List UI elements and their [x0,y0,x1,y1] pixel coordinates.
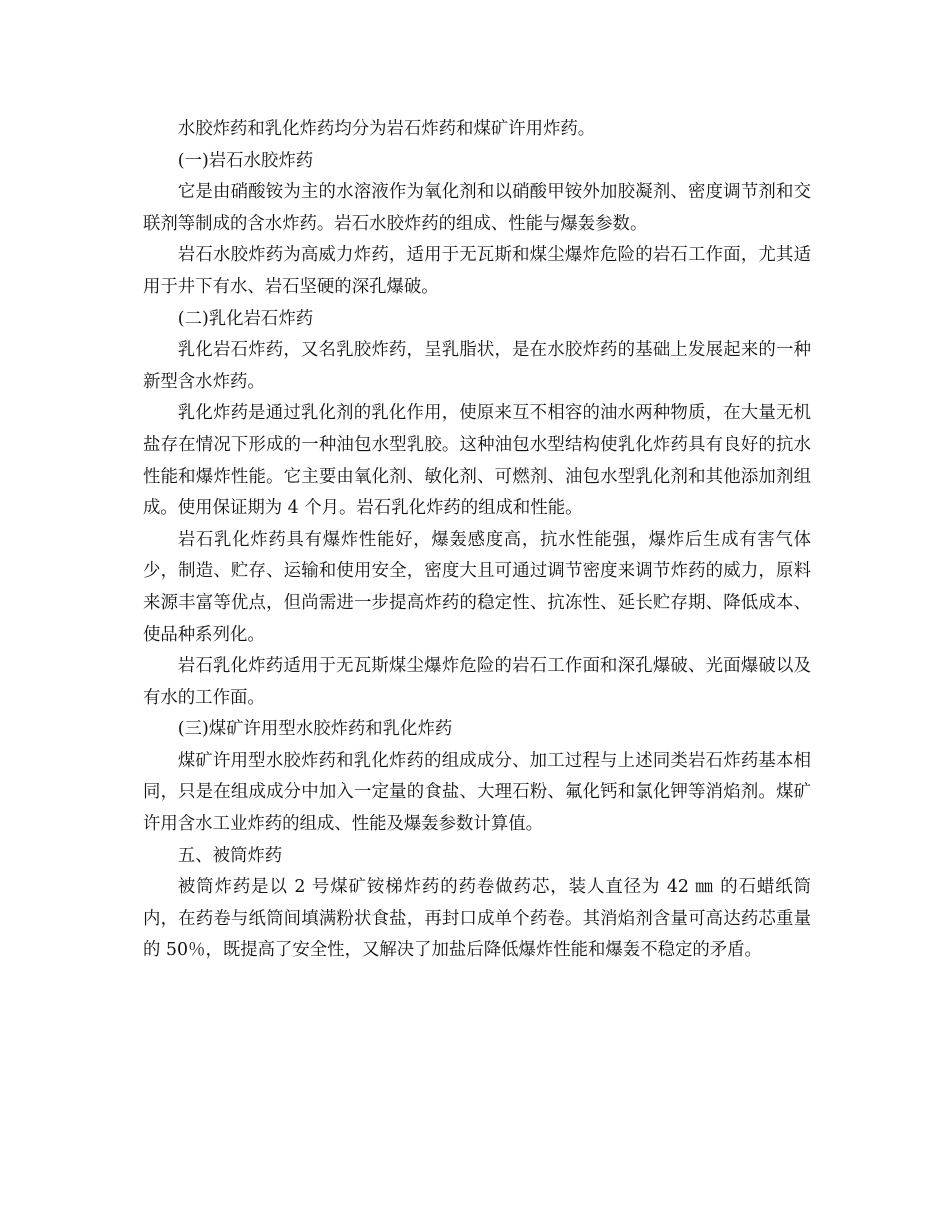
intro-paragraph: 水胶炸药和乳化炸药均分为岩石炸药和煤矿许用炸药。 [177,119,596,139]
section-heading-rock-water-gel: (一)岩石水胶炸药 [177,150,314,171]
section-heading-sheathed-explosive: 五、被筒炸药 [177,845,283,866]
body-paragraph: 煤矿许用型水胶炸药和乳化炸药的组成成分、加工过程与上述同类岩石炸药基本相同，只是在组成成分中加入一定量的食盐、大理石粉、氟化钙和氯化钾等消焰剂。煤矿许用含水工业炸药的组成、性能及爆轰参数计算值。 [143,750,811,835]
body-paragraph: 被筒炸药是以 2 号煤矿铵梯炸药的药卷做药芯，装人直径为 42 ㎜ 的石蜡纸筒内，在药卷与纸筒间填满粉状食盐，再封口成单个药卷。其消焰剂含量可高达药芯重量的 50％，既提高了安全性，又解决了加盐后降低爆炸性能和爆轰不稳定的矛盾。 [143,877,811,961]
body-paragraph: 岩石乳化炸药适用于无瓦斯煤尘爆炸危险的岩石工作面和深孔爆破、光面爆破以及有水的工作面。 [143,656,811,708]
body-paragraph: 乳化炸药是通过乳化剂的乳化作用，使原来互不相容的油水两种物质，在大量无机盐存在情况下形成的一种油包水型乳胶。这种油包水型结构使乳化炸药具有良好的抗水性能和爆炸性能。它主要由氧化剂、敏化剂、可燃剂、油包水型乳化剂和其他添加剂组成。使用保证期为 4 个月。岩石乳化炸药的组成和性能。 [143,403,811,519]
section-heading-emulsion-rock: (二)乳化岩石炸药 [177,308,314,329]
body-paragraph: 它是由硝酸铵为主的水溶液作为氧化剂和以硝酸甲铵外加胶凝剂、密度调节剂和交联剂等制成的含水炸药。岩石水胶炸药的组成、性能与爆轰参数。 [143,182,811,234]
section-heading-coal-mine-permitted: (三)煤矿许用型水胶炸药和乳化炸药 [177,719,453,740]
body-paragraph: 岩石乳化炸药具有爆炸性能好，爆轰感度高，抗水性能强，爆炸后生成有害气体少，制造、贮存、运输和使用安全，密度大且可通过调节密度来调节炸药的威力，原料来源丰富等优点，但尚需进一步提高炸药的稳定性、抗冻性、延长贮存期、降低成本、使品种系列化。 [143,529,811,645]
body-paragraph: 岩石水胶炸药为高威力炸药，适用于无瓦斯和煤尘爆炸危险的岩石工作面，尤其适用于井下有水、岩石坚硬的深孔爆破。 [143,245,811,297]
document-body [143,114,811,967]
body-paragraph: 乳化岩石炸药，又名乳胶炸药，呈乳脂状，是在水胶炸药的基础上发展起来的一种新型含水炸药。 [143,340,811,392]
